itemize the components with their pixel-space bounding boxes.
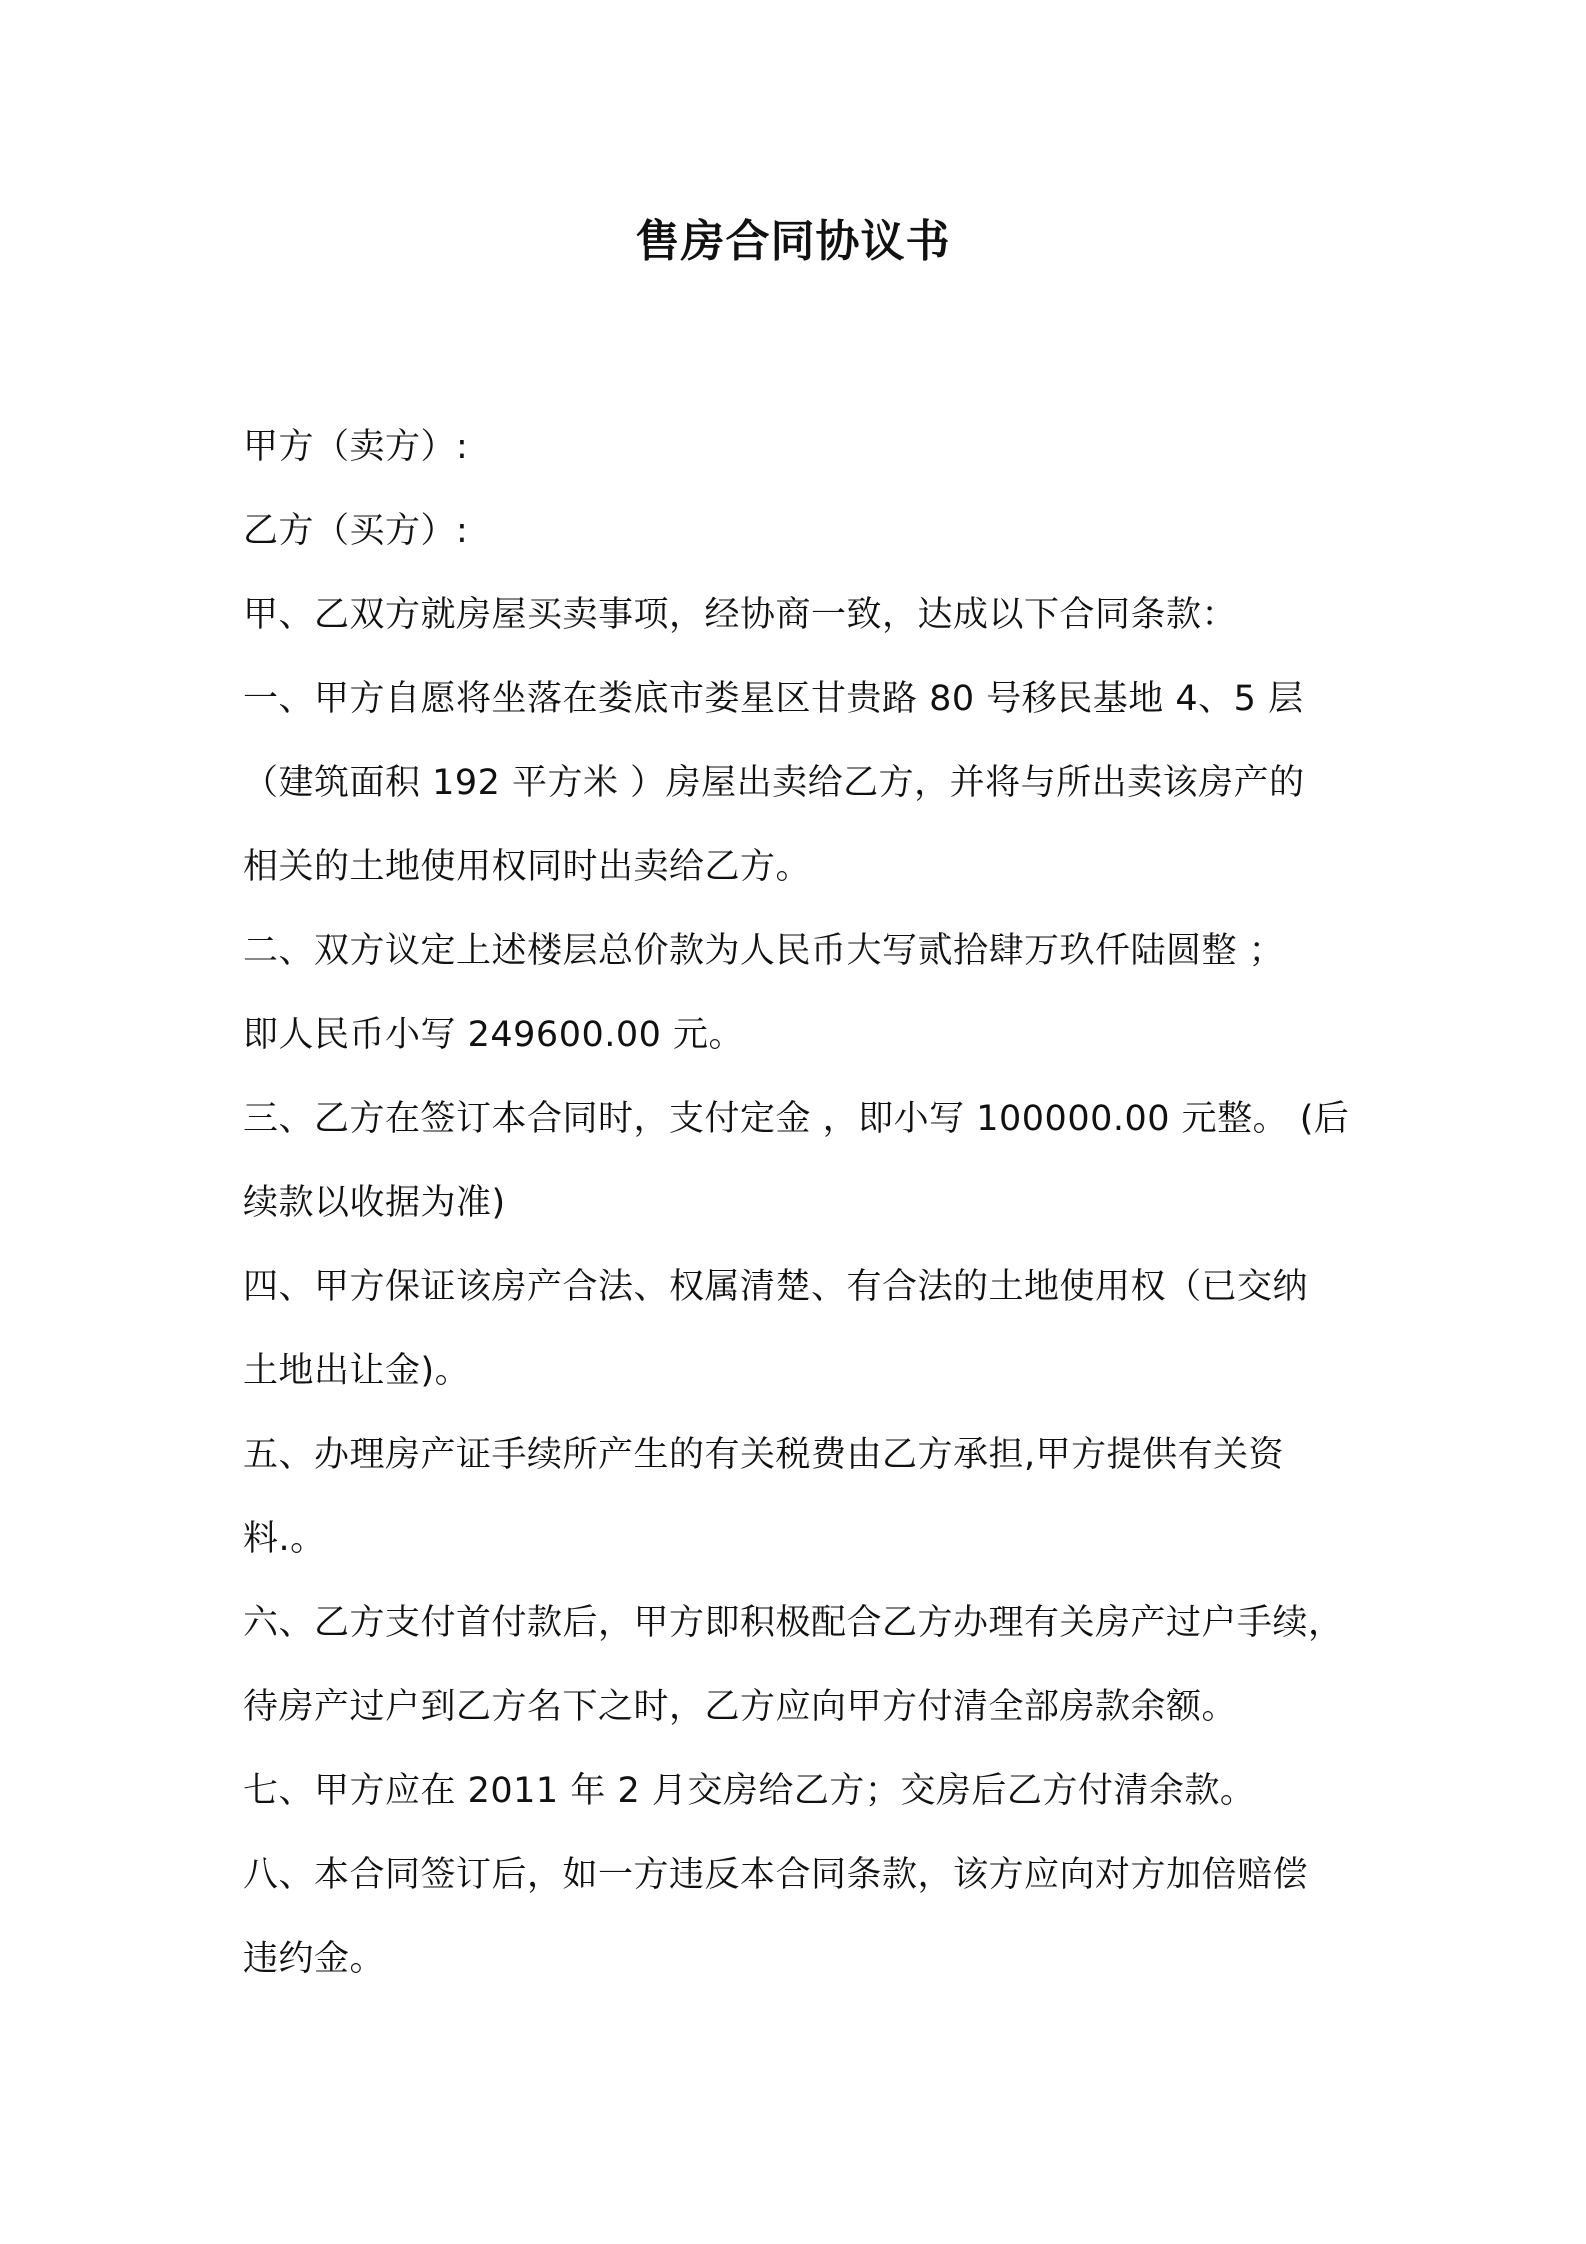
- clause-6-line-1: 六、乙方支付首付款后，甲方即积极配合乙方办理有关房产过户手续，: [243, 1603, 1344, 1643]
- party-a-line: 甲方（卖方）:: [243, 427, 469, 467]
- clause-1-line-1: 一、甲方自愿将坐落在娄底市娄星区甘贵路 80 号移民基地 4、5 层: [243, 679, 1304, 719]
- clause-4-line-1: 四、甲方保证该房产合法、权属清楚、有合法的土地使用权（已交纳: [243, 1267, 1309, 1307]
- clause-2-line-2: 即人民币小写 249600.00 元。: [243, 1015, 745, 1055]
- clause-8-line-1: 八、本合同签订后，如一方违反本合同条款，该方应向对方加倍赔偿: [243, 1855, 1309, 1895]
- party-b-line: 乙方（买方）:: [243, 511, 469, 551]
- clause-3-line-1: 三、乙方在签订本合同时，支付定金 ，即小写 100000.00 元整。 (后: [243, 1099, 1350, 1139]
- clause-3-line-2: 续款以收据为准): [243, 1183, 506, 1223]
- clause-6-line-2: 待房产过户到乙方名下之时，乙方应向甲方付清全部房款余额。: [243, 1687, 1238, 1727]
- preamble-line: 甲、乙双方就房屋买卖事项，经协商一致，达成以下合同条款：: [243, 595, 1238, 635]
- clause-5-line-2: 料.。: [243, 1519, 326, 1559]
- clause-1-line-2: （建筑面积 192 平方米 ）房屋出卖给乙方，并将与所出卖该房产的: [243, 763, 1305, 803]
- document-title: 售房合同协议书: [635, 216, 951, 267]
- clause-2-line-1: 二、双方议定上述楼层总价款为人民币大写贰拾肆万玖仟陆圆整 ；: [243, 931, 1285, 971]
- clause-4-line-2: 土地出让金)。: [243, 1351, 471, 1391]
- clause-1-line-3: 相关的土地使用权同时出卖给乙方。: [243, 847, 812, 887]
- clause-8-line-2: 违约金。: [243, 1939, 386, 1979]
- clause-7-line-1: 七、甲方应在 2011 年 2 月交房给乙方；交房后乙方付清余款。: [243, 1771, 1256, 1811]
- clause-5-line-1: 五、办理房产证手续所产生的有关税费由乙方承担,甲方提供有关资: [243, 1435, 1285, 1475]
- contract-body: [243, 405, 1363, 2001]
